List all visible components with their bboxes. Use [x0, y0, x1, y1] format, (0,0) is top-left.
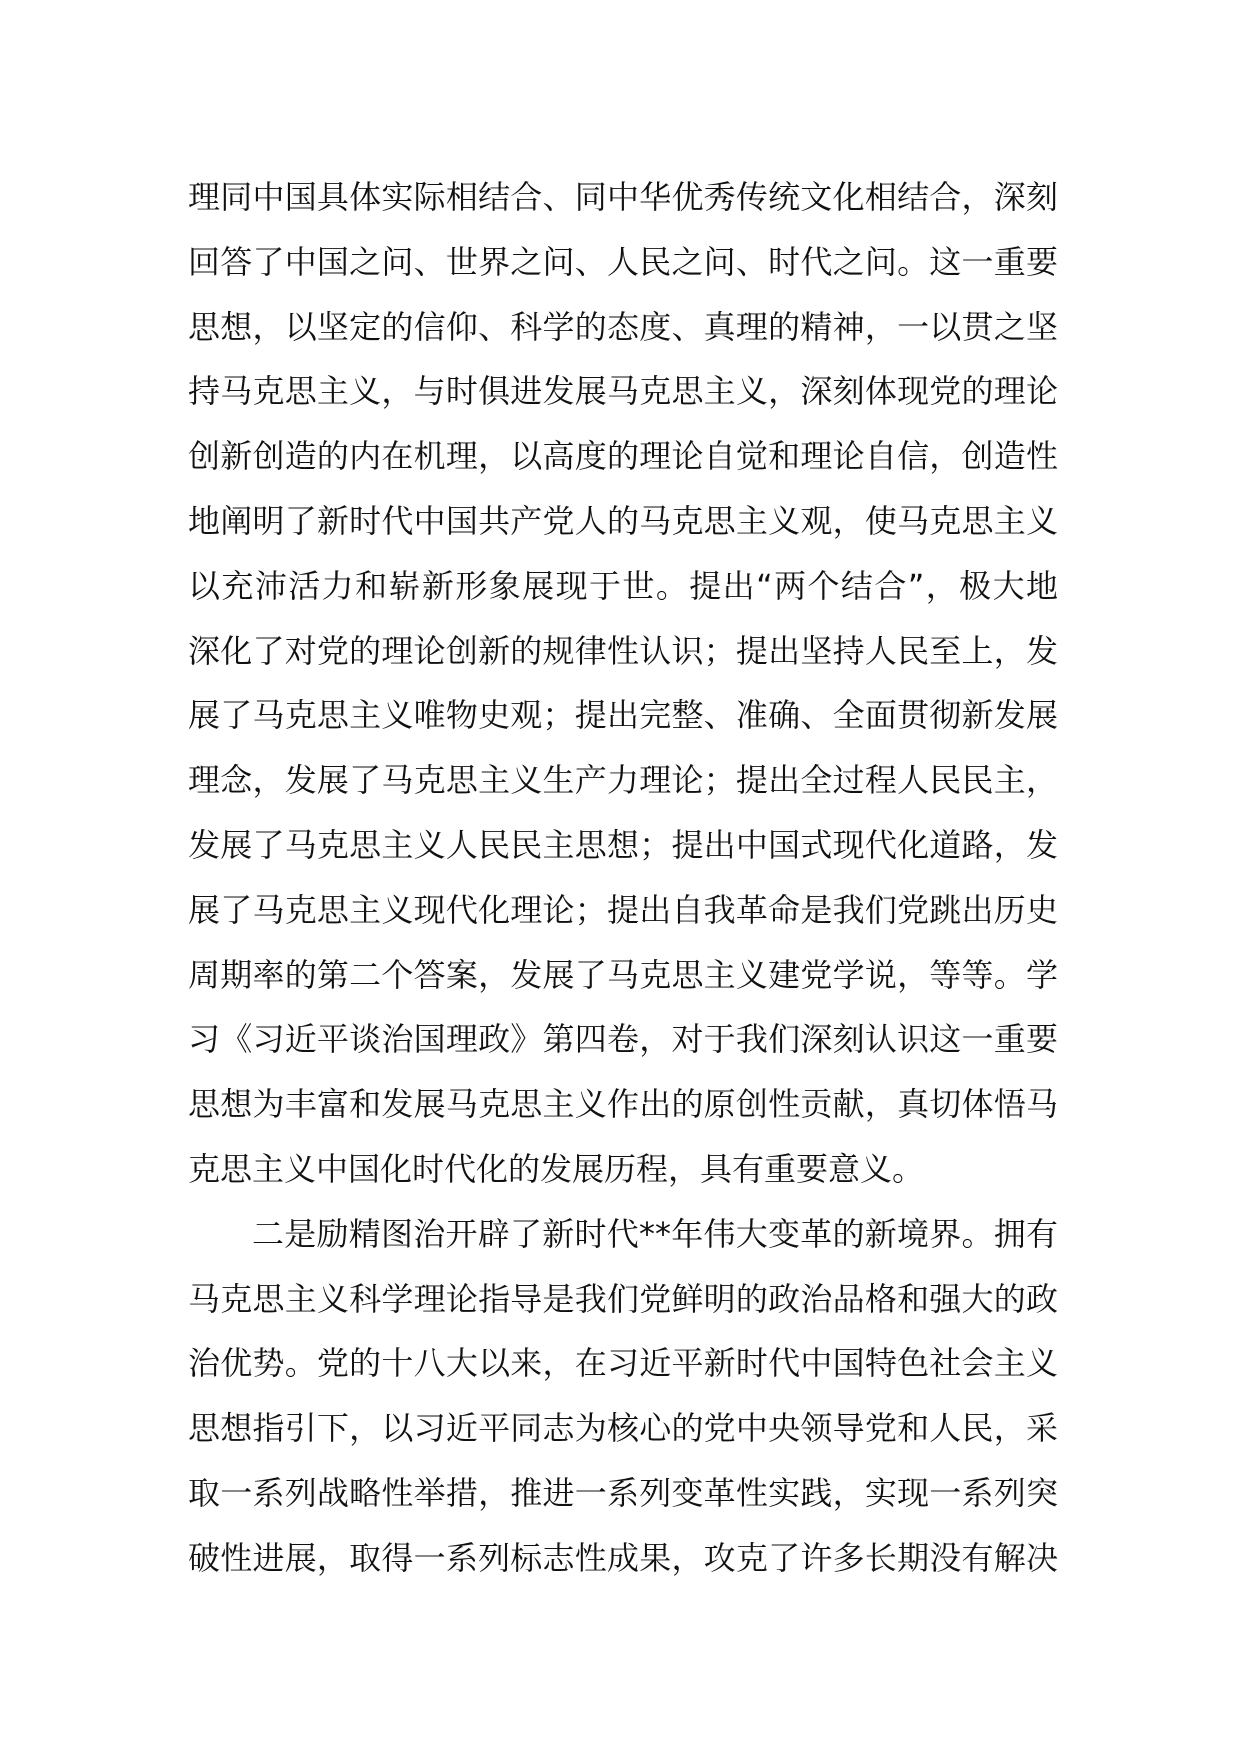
text-line: 发展了马克思主义人民民主思想；提出中国式现代化道路，发	[188, 825, 1058, 864]
text-line: 以充沛活力和崭新形象展现于世。提出“两个结合”，极大地	[188, 566, 1058, 605]
text-line: 展了马克思主义现代化理论；提出自我革命是我们党跳出历史	[188, 890, 1058, 929]
text-line: 思想指引下，以习近平同志为核心的党中央领导党和人民，采	[188, 1409, 1058, 1448]
paragraph-end-line: 克思主义中国化时代化的发展历程，具有重要意义。	[188, 1149, 925, 1188]
text-line: 思想为丰富和发展马克思主义作出的原创性贡献，真切体悟马	[188, 1085, 1058, 1124]
text-line: 理同中国具体实际相结合、同中华优秀传统文化相结合，深刻	[188, 178, 1058, 216]
text-line: 习《习近平谈治国理政》第四卷，对于我们深刻认识这一重要	[188, 1020, 1058, 1059]
body-text	[188, 165, 1058, 1591]
text-line: 周期率的第二个答案，发展了马克思主义建党学说，等等。学	[188, 955, 1058, 994]
text-line: 思想，以坚定的信仰、科学的态度、真理的精神，一以贯之坚	[188, 307, 1058, 346]
text-line: 取一系列战略性举措，推进一系列变革性实践，实现一系列突	[188, 1473, 1058, 1512]
text-line: 深化了对党的理论创新的规律性认识；提出坚持人民至上，发	[188, 631, 1058, 670]
text-line: 治优势。党的十八大以来，在习近平新时代中国特色社会主义	[188, 1344, 1058, 1383]
text-line: 马克思主义科学理论指导是我们党鲜明的政治品格和强大的政	[188, 1279, 1058, 1318]
text-line: 展了马克思主义唯物史观；提出完整、准确、全面贯彻新发展	[188, 696, 1058, 735]
text-line: 回答了中国之问、世界之问、人民之问、时代之问。这一重要	[188, 242, 1058, 281]
text-line: 持马克思主义，与时俱进发展马克思主义，深刻体现党的理论	[188, 372, 1058, 411]
text-line: 破性进展，取得一系列标志性成果，攻克了许多长期没有解决	[188, 1538, 1058, 1577]
paragraph-start-line: 二是励精图治开辟了新时代**年伟大变革的新境界。拥有	[252, 1214, 1058, 1253]
text-line: 创新创造的内在机理，以高度的理论自觉和理论自信，创造性	[188, 437, 1058, 476]
text-line: 理念，发展了马克思主义生产力理论；提出全过程人民民主，	[188, 761, 1058, 800]
text-line: 地阐明了新时代中国共产党人的马克思主义观，使马克思主义	[188, 501, 1058, 540]
